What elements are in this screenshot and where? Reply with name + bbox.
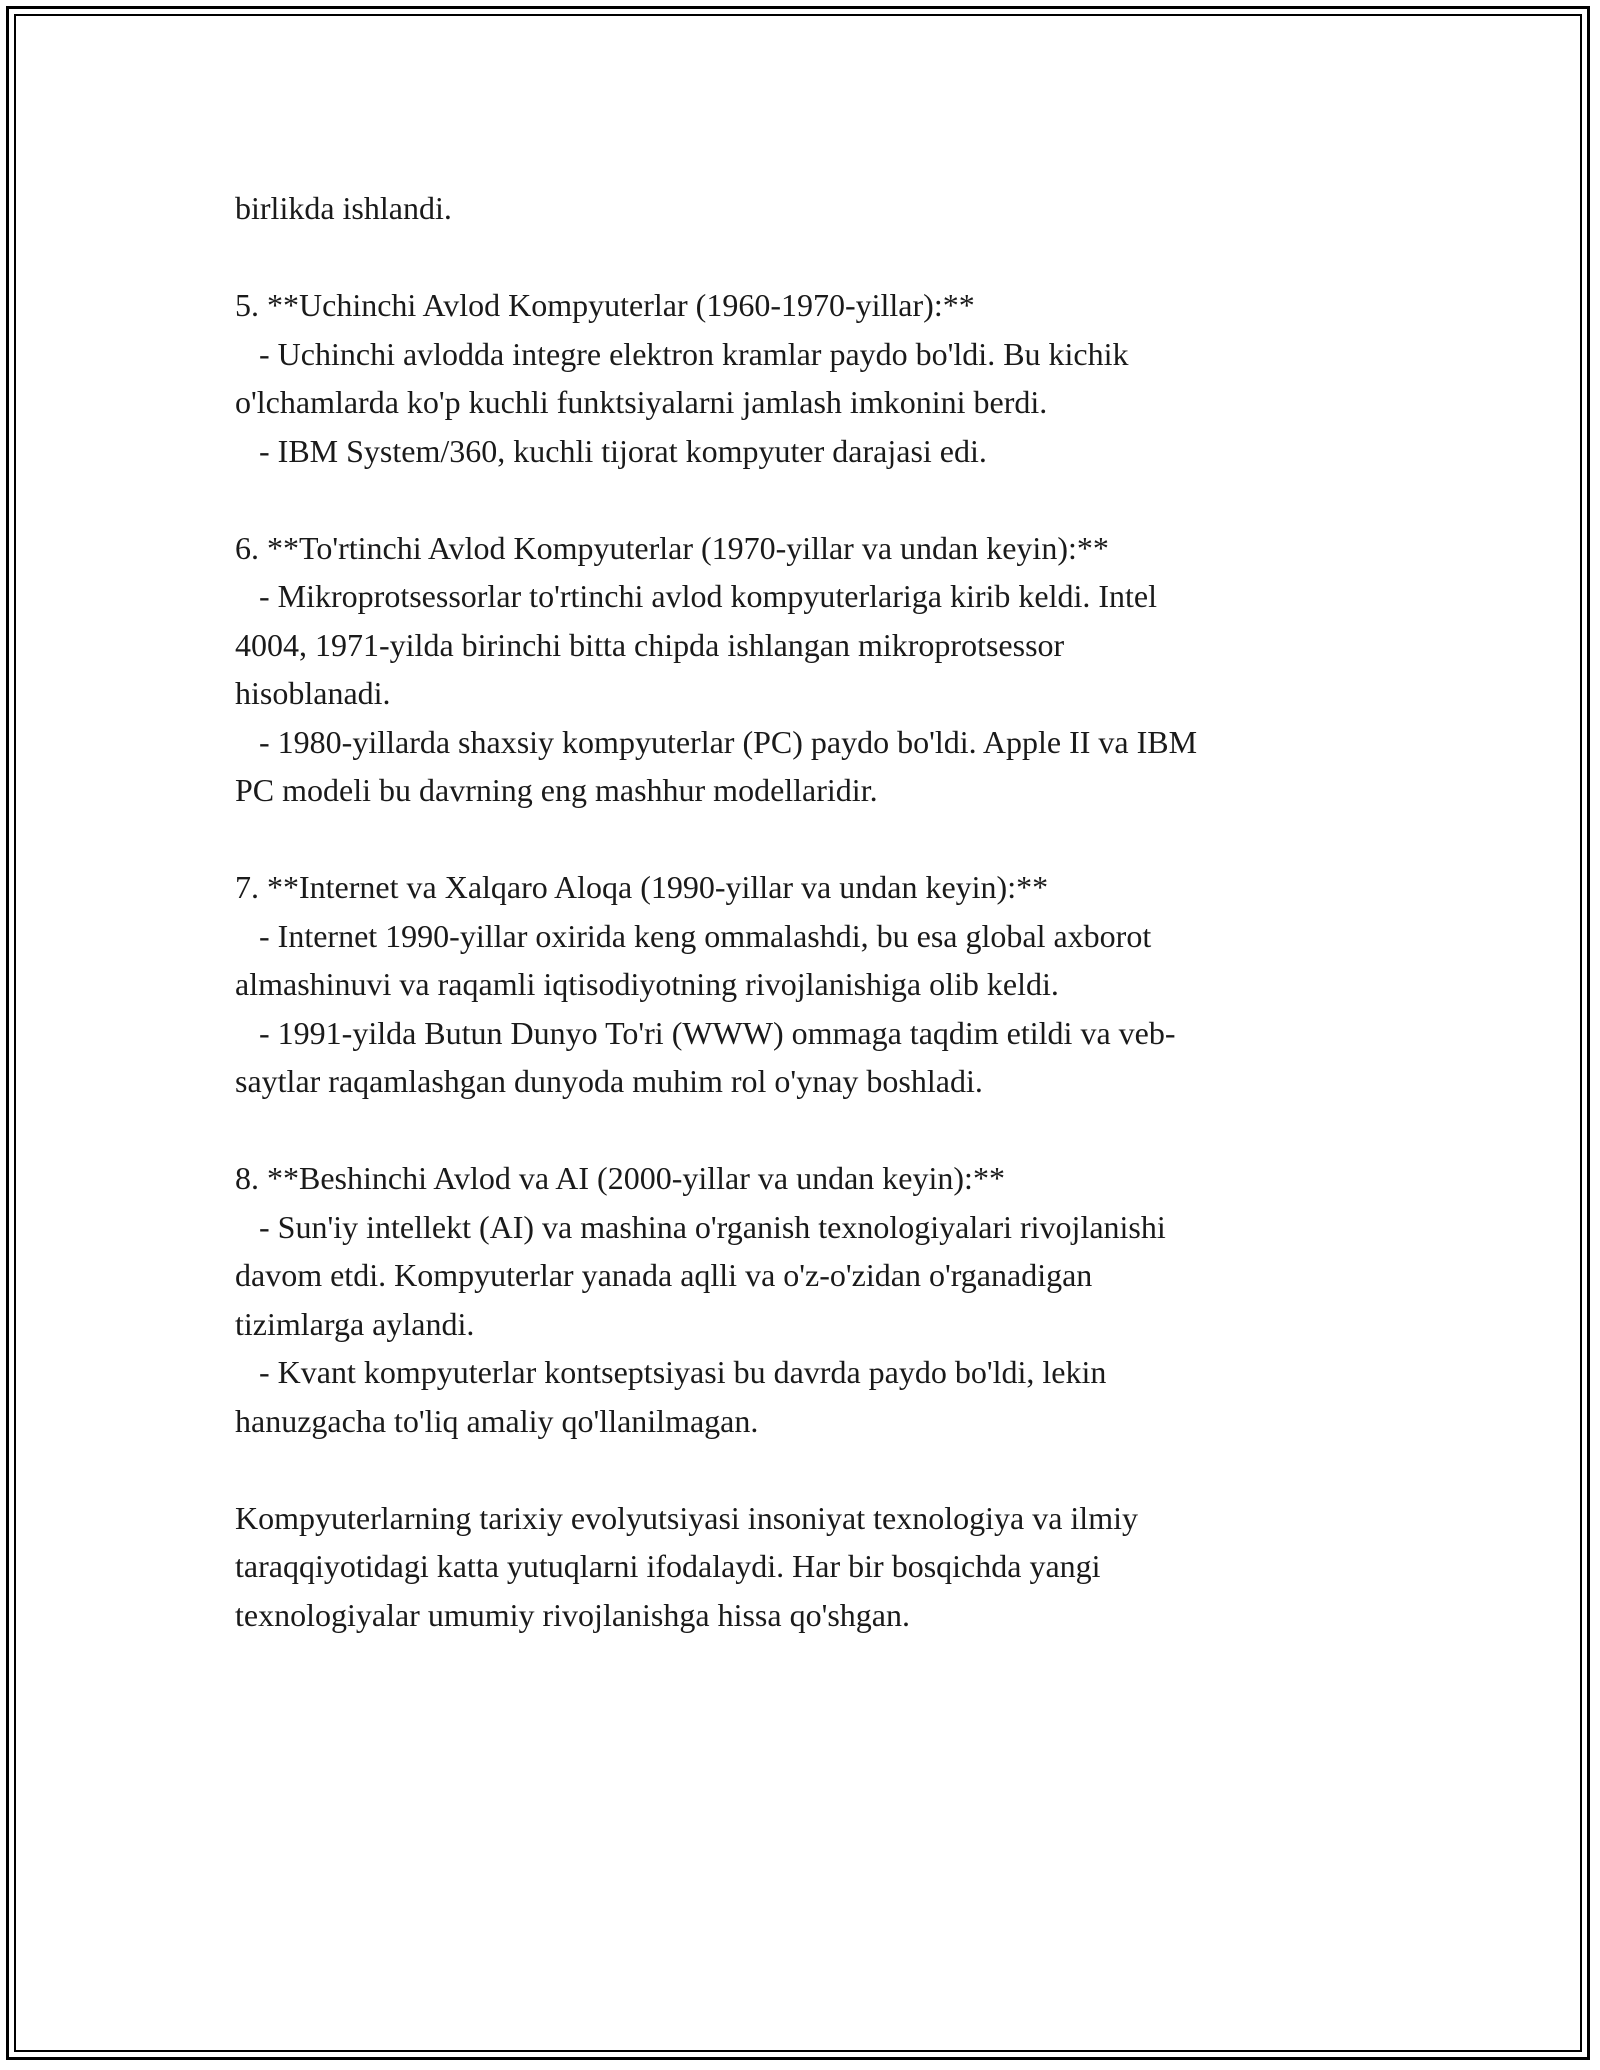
section-heading: 7. **Internet va Xalqaro Aloqa (1990-yillar va undan keyin):** (235, 869, 1049, 905)
conclusion-line: taraqqiyotidagi katta yutuqlarni ifodalaydi. Har bir bosqichda yangi (235, 1548, 1101, 1584)
text-line: tizimlarga aylandi. (235, 1305, 475, 1342)
blank-line (235, 233, 1375, 282)
text-line: birlikda ishlandi. (235, 190, 452, 226)
text-line: - 1991-yilda Butun Dunyo To'ri (WWW) ommaga taqdim etildi va veb- (235, 1014, 1176, 1051)
text-line: davom etdi. Kompyuterlar yanada aqlli va o'z-o'zidan o'rganadigan (235, 1257, 1093, 1293)
text-line: - Sun'iy intellekt (AI) va mashina o'rganish texnologiyalari rivojlanishi (235, 1208, 1166, 1245)
text-line: - Mikroprotsessorlar to'rtinchi avlod kompyuterlariga kirib keldi. Intel (235, 578, 1157, 614)
text-line: o'lchamlarda ko'p kuchli funktsiyalarni jamlash imkonini berdi. (235, 384, 1048, 420)
text-line: almashinuvi va raqamli iqtisodiyotning rivojlanishiga olib keldi. (235, 966, 1059, 1002)
text-line: hanuzgacha to'liq amaliy qo'llanilmagan. (235, 1402, 759, 1439)
blank-line (235, 475, 1375, 524)
text-line: - Kvant kompyuterlar kontseptsiyasi bu davrda paydo bo'ldi, lekin (235, 1354, 1107, 1390)
blank-line (235, 815, 1375, 864)
blank-line (235, 1106, 1375, 1155)
text-line: - Uchinchi avlodda integre elektron kramlar paydo bo'ldi. Bu kichik (235, 335, 1129, 372)
text-line: PC modeli bu davrning eng mashhur modellaridir. (235, 772, 878, 808)
text-line: - IBM System/360, kuchli tijorat kompyuter darajasi edi. (235, 432, 987, 469)
text-line: - 1980-yillarda shaxsiy kompyuterlar (PC) paydo bo'ldi. Apple II va IBM (235, 723, 1198, 760)
blank-line (235, 1445, 1375, 1494)
text-line: 4004, 1971-yilda birinchi bitta chipda ishlangan mikroprotsessor (235, 626, 1065, 663)
document-body (235, 184, 1375, 1639)
section-heading: 6. **To'rtinchi Avlod Kompyuterlar (1970-yillar va undan keyin):** (235, 529, 1109, 566)
section-heading: 5. **Uchinchi Avlod Kompyuterlar (1960-1970-yillar):** (235, 287, 975, 323)
conclusion-line: Kompyuterlarning tarixiy evolyutsiyasi insoniyat texnologiya va ilmiy (235, 1499, 1138, 1536)
text-line: saytlar raqamlashgan dunyoda muhim rol o'ynay boshladi. (235, 1063, 983, 1099)
text-line: hisoblanadi. (235, 675, 391, 711)
text-line: - Internet 1990-yillar oxirida keng ommalashdi, bu esa global axborot (235, 917, 1152, 954)
conclusion-line: texnologiyalar umumiy rivojlanishga hissa qo'shgan. (235, 1596, 910, 1633)
section-heading: 8. **Beshinchi Avlod va AI (2000-yillar va undan keyin):** (235, 1160, 1005, 1196)
